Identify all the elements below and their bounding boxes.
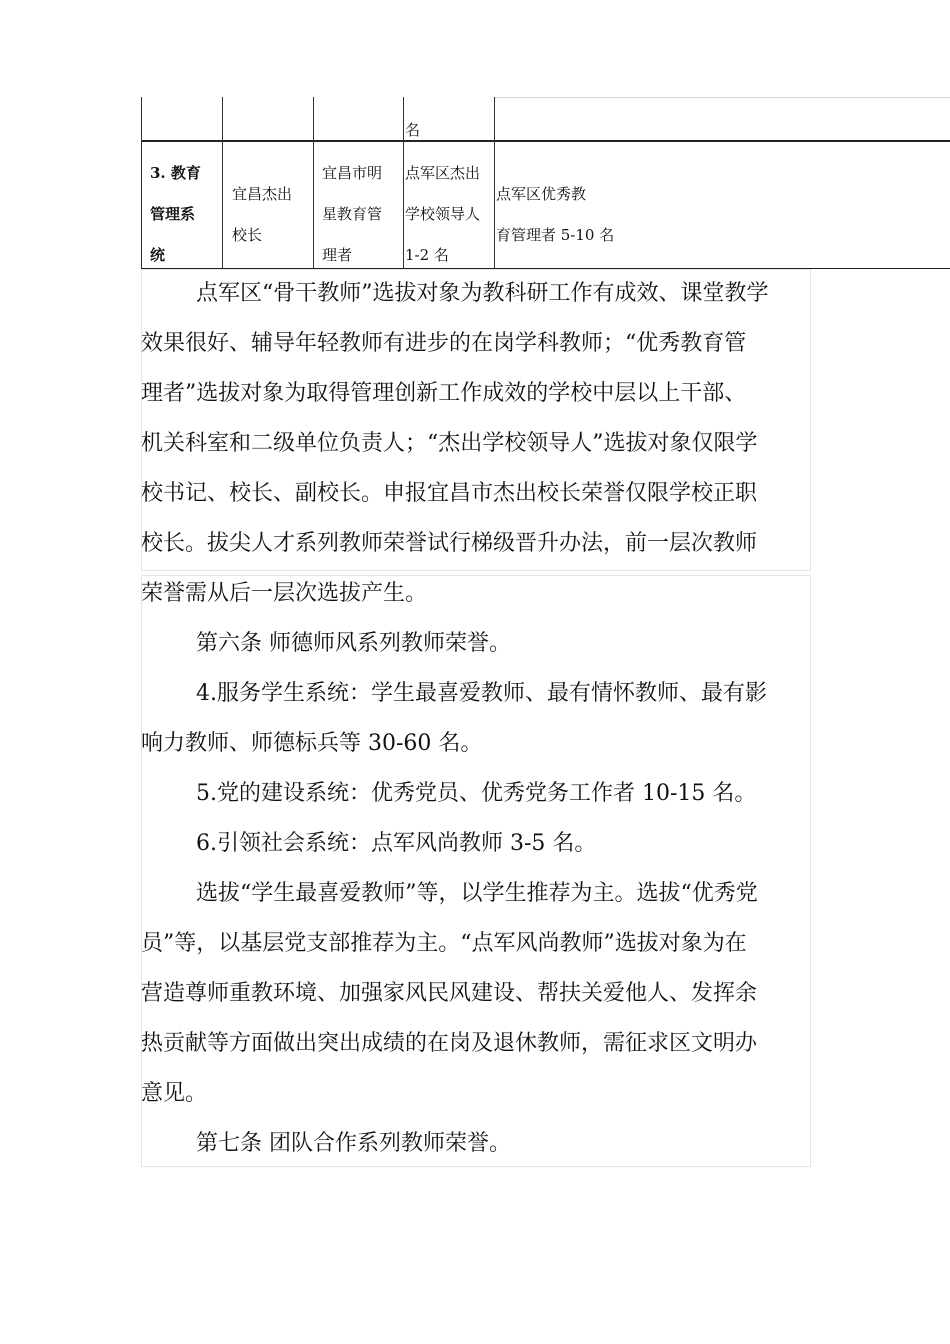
honor-table — [141, 97, 950, 269]
category-cell-line: 管理系 — [150, 205, 196, 223]
text-line: 响力教师、师德标兵等 30-60 名。 — [141, 731, 483, 756]
article-7-heading — [141, 1119, 809, 1169]
text-line: 选拔“学生最喜爱教师”等，以学生推荐为主。选拔“优秀党 — [196, 881, 758, 906]
top-row-col4-text: 名 — [405, 121, 421, 139]
text-line: 校书记、校长、副校长。申报宜昌市杰出校长荣誉仅限学校正职 — [141, 481, 758, 506]
text-line: 意见。 — [141, 1081, 208, 1106]
paragraph-selection-rules — [141, 869, 809, 1119]
col4-cell-line: 点军区杰出 — [405, 164, 481, 182]
category-cell-line: 统 — [150, 246, 166, 264]
text-line: 热贡献等方面做出突出成绩的在岗及退休教师，需征求区文明办 — [141, 1031, 758, 1056]
item-5-party-building — [141, 769, 809, 819]
table-row-divider — [141, 140, 950, 142]
article-6-heading — [141, 619, 809, 669]
item-6-leading-society — [141, 819, 809, 869]
table-col-line-4 — [403, 97, 404, 269]
col5-cell-line: 点军区优秀教 — [496, 185, 587, 203]
text-line: 机关科室和二级单位负责人；“杰出学校领导人”选拔对象仅限学 — [141, 431, 758, 456]
text-line: 校长。拔尖人才系列教师荣誉试行梯级晋升办法，前一层次教师 — [141, 531, 758, 556]
text-line: 4.服务学生系统：学生最喜爱教师、最有情怀教师、最有影 — [196, 681, 767, 706]
col3-cell-line: 宜昌市明 — [322, 164, 383, 182]
col2-cell-line: 校长 — [232, 226, 263, 244]
table-col-line-3 — [313, 97, 314, 269]
document-body — [141, 269, 809, 1169]
item-4-serving-students — [141, 669, 809, 769]
table-top-border — [494, 97, 950, 98]
table-col-line-2 — [222, 97, 223, 269]
category-cell-line: 3. 教育 — [150, 164, 201, 182]
text-line: 效果很好、辅导年轻教师有进步的在岗学科教师；“优秀教育管 — [141, 331, 747, 356]
col4-cell-line: 学校领导人 — [405, 205, 481, 223]
text-line: 荣誉需从后一层次选拔产生。 — [141, 581, 428, 606]
text-line: 第七条 团队合作系列教师荣誉。 — [196, 1131, 511, 1156]
text-line: 营造尊师重教环境、加强家风民风建设、帮扶关爱他人、发挥余 — [141, 981, 758, 1006]
paragraph-backbone-teacher-criteria — [141, 269, 809, 619]
col2-cell-line: 宜昌杰出 — [232, 185, 293, 203]
text-line: 理者”选拔对象为取得管理创新工作成效的学校中层以上干部、 — [141, 381, 747, 406]
text-line: 5.党的建设系统：优秀党员、优秀党务工作者 10-15 名。 — [196, 781, 757, 806]
col3-cell-line: 理者 — [322, 246, 353, 264]
col3-cell-line: 星教育管 — [322, 205, 383, 223]
text-line: 第六条 师德师风系列教师荣誉。 — [196, 631, 511, 656]
col4-cell-line: 1-2 名 — [405, 246, 449, 264]
col5-cell-line: 育管理者 5-10 名 — [496, 226, 615, 244]
table-col-line-1 — [141, 97, 142, 269]
text-line: 点军区“骨干教师”选拔对象为教科研工作有成效、课堂教学 — [196, 281, 769, 306]
table-col-line-5 — [494, 97, 495, 269]
text-line: 6.引领社会系统：点军风尚教师 3-5 名。 — [196, 831, 597, 856]
text-line: 员”等，以基层党支部推荐为主。“点军风尚教师”选拔对象为在 — [141, 931, 747, 956]
